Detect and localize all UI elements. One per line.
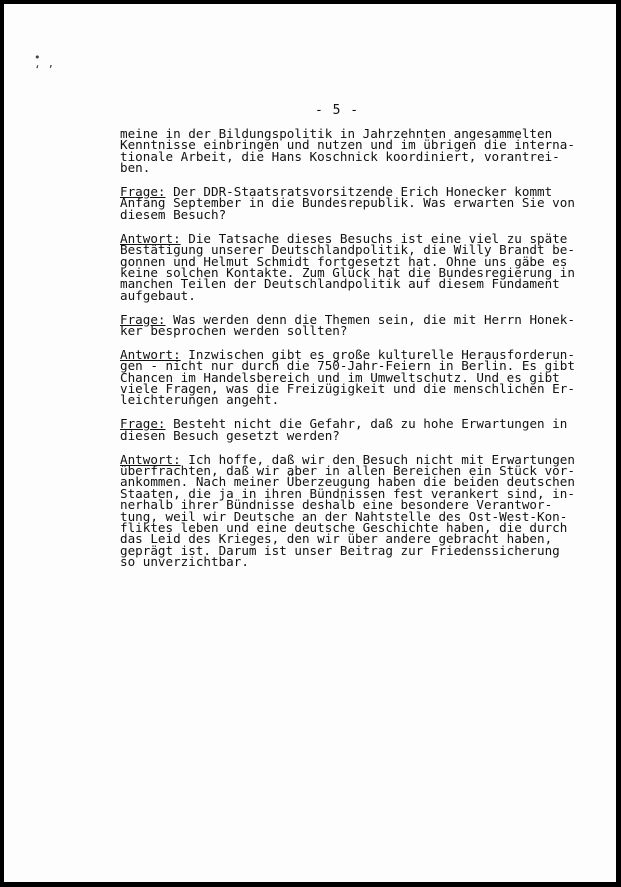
line-text: manchen Teilen der Deutschlandpolitik auf diesem Fundament — [120, 276, 560, 292]
question-paragraph — [120, 418, 566, 441]
line-text: Anfang September in die Bundesrepublik. Was erwarten Sie von — [120, 195, 575, 211]
line-text: Der DDR-Staatsratsvorsitzende Erich Honecker kommt — [165, 184, 553, 200]
text-paragraph — [120, 126, 575, 176]
text-line — [120, 148, 566, 164]
question-paragraph — [120, 184, 575, 222]
line-text: Kenntnisse einbringen und nutzen und im übrigen die interna- — [120, 137, 575, 153]
document-body — [120, 126, 575, 580]
line-text: Die Tatsache dieses Besuchs ist eine viel zu späte — [180, 230, 568, 246]
text-line — [120, 206, 566, 222]
text-line — [120, 392, 566, 408]
line-text: Ich hoffe, daß wir den Besuch nicht mit Erwartungen — [180, 451, 575, 467]
line-text: überfrachten, daß wir aber in allen Bereichen ein Stück vor- — [120, 462, 575, 478]
line-text: fliktes leben und eine deutsche Geschichte haben, die durch — [120, 519, 568, 535]
page-number: - 5 - — [315, 103, 360, 118]
line-text: geprägt ist. Darum ist unser Beitrag zur Friedenssicherung — [120, 542, 560, 558]
answer-label: Antwort: — [120, 451, 181, 467]
answer-label: Antwort: — [120, 230, 181, 246]
line-text: keine solchen Kontakte. Zum Glück hat die Bundesregierung in — [120, 264, 575, 280]
line-text: ankommen. Nach meiner Überzeugung haben die beiden deutschen — [120, 474, 575, 490]
line-text: Was werden denn die Themen sein, die mit Herrn Honek- — [165, 311, 575, 327]
line-text: Bestätigung unserer Deutschlandpolitik, die Willy Brandt be- — [120, 242, 575, 258]
line-text: ker besprochen werden sollten? — [120, 322, 348, 338]
line-text: gonnen und Helmut Schmidt fortgesetzt hat. Ohne uns gäbe es — [120, 253, 568, 269]
line-text: tung, weil wir Deutsche an der Nahtstelle des Ost-West-Kon- — [120, 508, 568, 524]
text-line — [120, 322, 566, 338]
line-text: Besteht nicht die Gefahr, daß zu hohe Erwartungen in — [165, 416, 568, 432]
answer-paragraph — [120, 346, 575, 408]
answer-paragraph — [120, 451, 575, 570]
line-text: gen - nicht nur durch die 750-Jahr-Feiern in Berlin. Es gibt — [120, 358, 575, 374]
document-page — [4, 4, 616, 882]
question-label: Frage: — [120, 311, 166, 327]
line-text: Inzwischen gibt es große kulturelle Herausforderun- — [180, 346, 575, 362]
line-text: tionale Arbeit, die Hans Koschnick koordiniert, vorantrei- — [120, 148, 560, 164]
line-text: aufgebaut. — [120, 287, 196, 303]
line-text: das Leid des Krieges, den wir über andere gebracht haben, — [120, 531, 553, 547]
question-label: Frage: — [120, 416, 166, 432]
line-text: so unverzichtbar. — [120, 554, 249, 570]
line-text: meine in der Bildungspolitik in Jahrzehnten angesammelten — [120, 126, 553, 141]
text-line — [120, 554, 566, 570]
line-text: diesem Besuch? — [120, 206, 227, 222]
line-text: diesen Besuch gesetzt werden? — [120, 427, 340, 443]
line-text: Chancen im Handelsbereich und im Umweltschutz. Und es gibt — [120, 369, 560, 385]
question-label: Frage: — [120, 184, 166, 200]
line-text: viele Fragen, was die Freizügigkeit und die menschlichen Er- — [120, 381, 575, 397]
text-line — [120, 287, 566, 303]
text-line — [120, 427, 566, 443]
line-text: leichterungen angeht. — [120, 392, 280, 408]
line-text: ben. — [120, 160, 151, 176]
line-text: nerhalb ihrer Bündnisse deshalb eine besondere Verantwor- — [120, 497, 553, 513]
scan-specks: • ‘ ’ — [34, 51, 54, 76]
line-text: Staaten, die ja in ihren Bündnissen fest verankert sind, in- — [120, 485, 575, 501]
question-paragraph — [120, 311, 575, 338]
answer-label: Antwort: — [120, 346, 181, 362]
text-line — [120, 160, 566, 176]
answer-paragraph — [120, 230, 575, 303]
